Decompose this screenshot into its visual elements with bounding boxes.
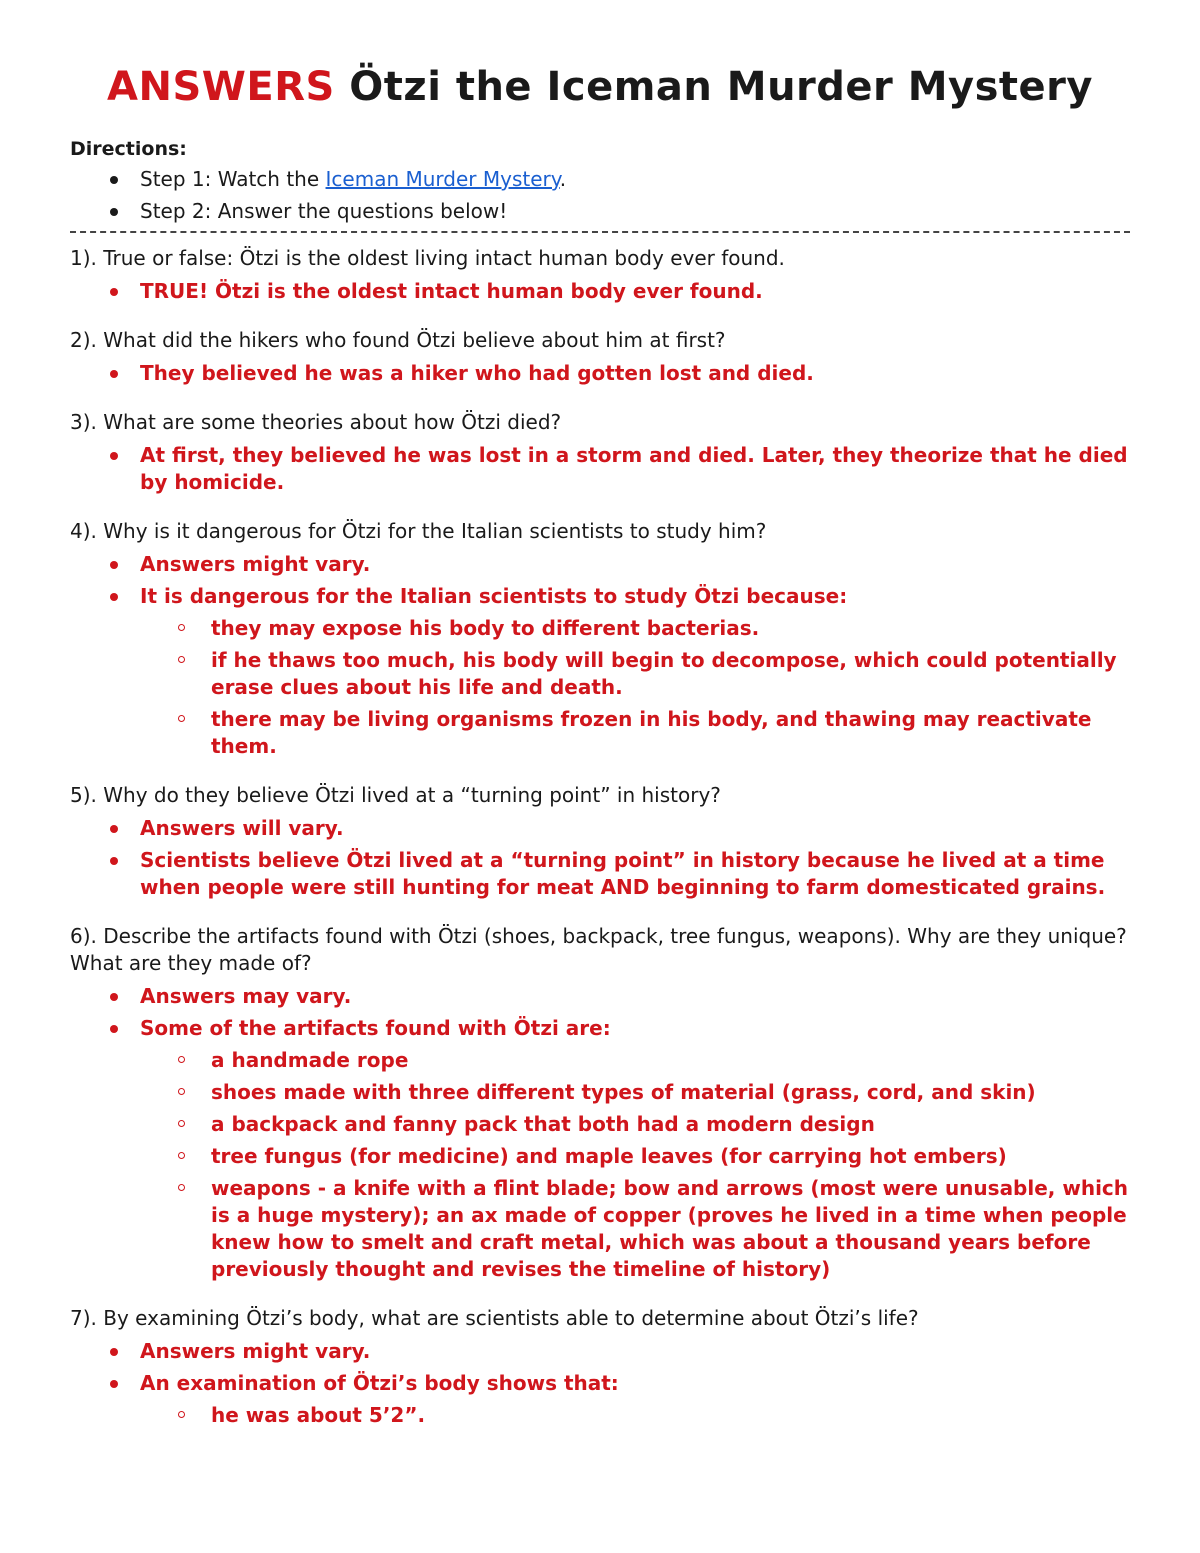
question-6: 6). Describe the artifacts found with Ötzi (shoes, backpack, tree fungus, weapons). Why are they unique? What are they made of? [70, 924, 1127, 975]
step1-period: . [559, 167, 567, 191]
answer-6-sub-1: a handmade rope [70, 1047, 1130, 1074]
answer-6-sub-2: shoes made with three different types of material (grass, cord, and skin) [70, 1079, 1130, 1106]
question-block-6 [70, 923, 1130, 1283]
answer-7-note: Answers might vary. [70, 1338, 1130, 1365]
answer-4-sub-2: if he thaws too much, his body will begin to decompose, which could potentially erase clues about his life and death. [70, 647, 1130, 701]
question-block-3 [70, 409, 1130, 496]
answer-6-sub-5: weapons - a knife with a flint blade; bow and arrows (most were unusable, which is a huge mystery); an ax made of copper (proves he lived in a time when people knew how to smelt and craft metal, which was about a thousand years before previously thought and revises the timeline of history) [70, 1175, 1130, 1283]
answer-7-sub-1: he was about 5’2”. [70, 1402, 1130, 1429]
dashed-divider [70, 231, 1130, 233]
directions-list [70, 166, 1130, 225]
answer-6-sub-3: a backpack and fanny pack that both had a modern design [70, 1111, 1130, 1138]
answer-6-note: Answers may vary. [70, 983, 1130, 1010]
answer-4-sub-1: they may expose his body to different bacterias. [70, 615, 1130, 642]
answer-7-intro: An examination of Ötzi’s body shows that: [70, 1370, 1130, 1397]
directions-label: Directions: [70, 138, 187, 160]
title-main: Ötzi the Iceman Murder Mystery [349, 64, 1093, 110]
answer-6-intro: Some of the artifacts found with Ötzi are: [70, 1015, 1130, 1042]
question-1: 1). True or false: Ötzi is the oldest living intact human body ever found. [70, 246, 785, 270]
question-block-1 [70, 245, 1130, 305]
iceman-video-link[interactable]: Iceman Murder Mystery [325, 167, 560, 191]
answer-5-main: Scientists believe Ötzi lived at a “turning point” in history because he lived at a time when people were still hunting for meat AND beginning to farm domesticated grains. [70, 847, 1130, 901]
answer-5-note: Answers will vary. [70, 815, 1130, 842]
question-block-2 [70, 327, 1130, 387]
question-block-7 [70, 1305, 1130, 1429]
title-answers-prefix: ANSWERS [107, 64, 335, 110]
answer-4-note: Answers might vary. [70, 551, 1130, 578]
question-2: 2). What did the hikers who found Ötzi believe about him at first? [70, 328, 726, 352]
answer-2: They believed he was a hiker who had gotten lost and died. [70, 360, 1130, 387]
question-block-5 [70, 782, 1130, 901]
question-4: 4). Why is it dangerous for Ötzi for the Italian scientists to study him? [70, 519, 767, 543]
answer-4-intro: It is dangerous for the Italian scientists to study Ötzi because: [70, 583, 1130, 610]
question-7: 7). By examining Ötzi’s body, what are scientists able to determine about Ötzi’s life? [70, 1306, 919, 1330]
answer-1: TRUE! Ötzi is the oldest intact human body ever found. [70, 278, 1130, 305]
answer-4-sub-3: there may be living organisms frozen in his body, and thawing may reactivate them. [70, 706, 1130, 760]
direction-step-2: Step 2: Answer the questions below! [70, 198, 1130, 225]
direction-step-1 [70, 166, 1130, 193]
answer-3: At first, they believed he was lost in a storm and died. Later, they theorize that he died by homicide. [70, 442, 1130, 496]
question-5: 5). Why do they believe Ötzi lived at a “turning point” in history? [70, 783, 721, 807]
answer-6-sub-4: tree fungus (for medicine) and maple leaves (for carrying hot embers) [70, 1143, 1130, 1170]
step1-text: Step 1: Watch the [140, 167, 326, 191]
question-block-4 [70, 518, 1130, 760]
page-title [70, 64, 1130, 110]
question-3: 3). What are some theories about how Ötzi died? [70, 410, 562, 434]
